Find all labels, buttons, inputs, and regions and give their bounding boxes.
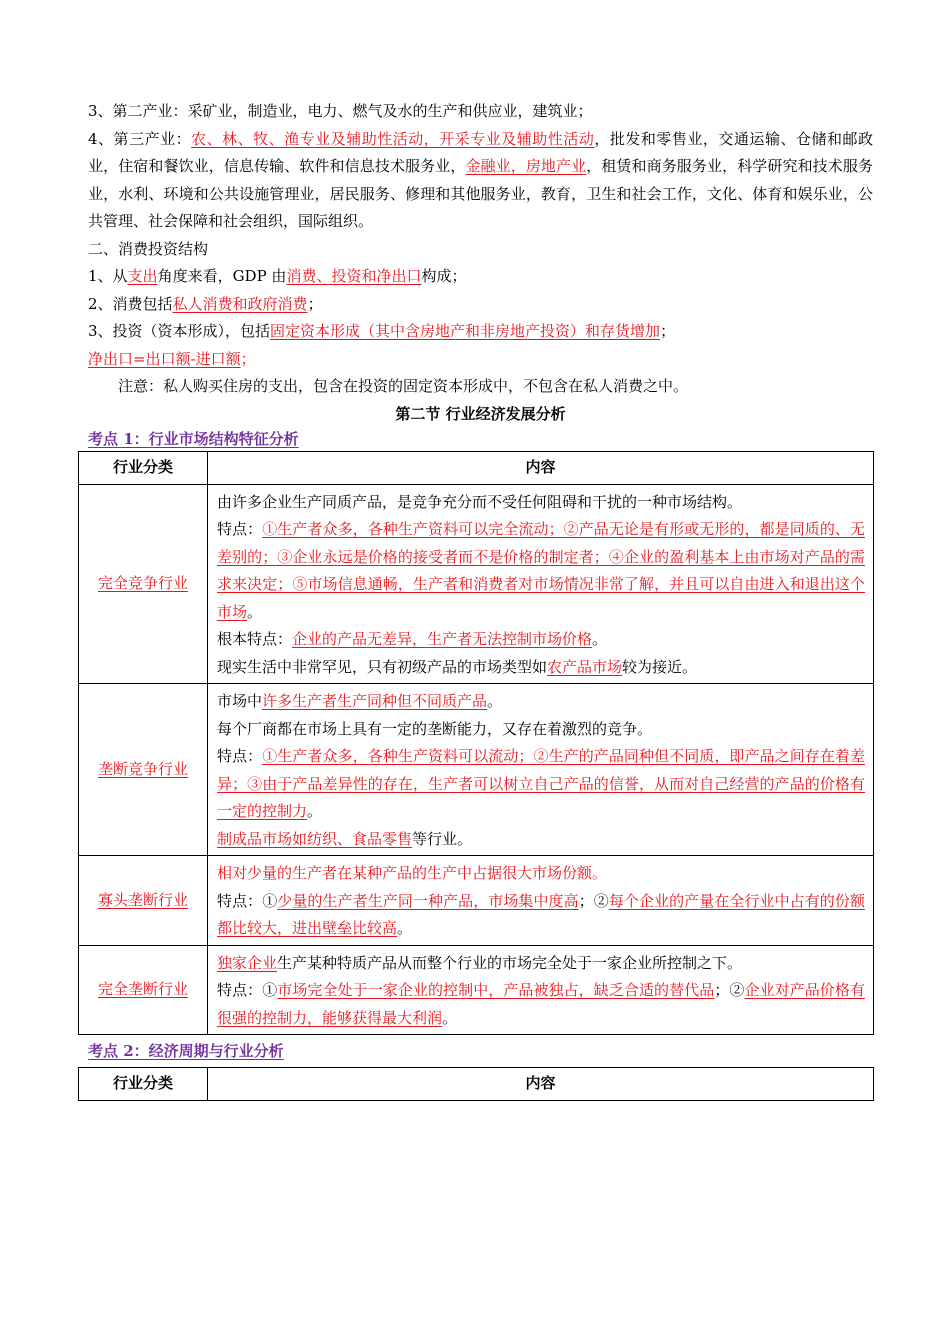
category-cell: 完全垄断行业 [79,945,208,1035]
table-row [79,945,874,1035]
table-row [79,856,874,946]
category-cell: 完全竞争行业 [79,484,208,684]
column-header-content: 内容 [208,1068,874,1101]
highlight-text: 固定资本形成（其中含房地产和非房地产投资）和存货增加 [270,322,661,340]
tertiary-industry-paragraph: 4、第三产业：农、林、牧、渔专业及辅助性活动，开采专业及辅助性活动，批发和零售业，交通运输、仓储和邮政业，住宿和餐饮业，信息传输、软件和信息技术服务业，金融业，房地产业，租赁和商务服务业，科学研究和技术服务业，水利、环境和公共设施管理业，居民服务、修理和其他服务业，教育，卫生和社会工作，文化、体育和娱乐业，公共管理、社会保障和社会组织，国际组织。 [88,129,873,230]
document-page [88,98,873,1101]
category-cell: 寡头垄断行业 [79,856,208,946]
investment-line: 3、投资（资本形成），包括固定资本形成（其中含房地产和非房地产投资）和存货增加； [88,322,676,340]
consumption-line: 2、消费包括私人消费和政府消费； [88,294,323,313]
section-title: 第二节 行业经济发展分析 [395,404,566,423]
column-header-content: 内容 [208,451,874,484]
consumption-investment-heading: 二、消费投资结构 [88,239,209,258]
highlight-text: 净出口=出口额-进口额 [88,349,241,368]
column-header-category: 行业分类 [79,451,208,484]
table-header-row [79,451,874,484]
net-export-line: 净出口=出口额-进口额； [88,349,256,368]
category-cell: 垄断竞争行业 [79,684,208,856]
content-cell: 独家企业生产某种特质产品从而整个行业的市场完全处于一家企业所控制之下。 特点：①市场完全处于一家企业的控制中，产品被独占，缺乏合适的替代品；②企业对产品价格有很强的控制力，能够获得最大利润。 [208,945,874,1035]
table-header-row [79,1068,874,1101]
highlight-text: 农、林、牧、渔专业及辅助性活动，开采专业及辅助性活动 [191,129,595,148]
gdp-composition-line: 1、从支出角度来看，GDP 由消费、投资和净出口构成； [88,267,467,285]
secondary-industry-line: 3、第二产业：采矿业，制造业，电力、燃气及水的生产和供应业，建筑业； [88,102,593,120]
note-line: 注意：私人购买住房的支出，包含在投资的固定资本形成中，不包含在私人消费之中。 [118,377,689,395]
kaodian-2-heading: 考点 2：经济周期与行业分析 [88,1042,284,1060]
market-structure-table [78,451,874,1036]
highlight-text: 消费、投资和净出口 [286,267,422,285]
content-cell: 市场中许多生产者生产同种但不同质产品。 每个厂商都在市场上具有一定的垄断能力，又存在着激烈的竞争。 特点：①生产者众多，各种生产资料可以流动；②生产的产品同种但不同质，即产品之间存在着差异；③由于产品差异性的存在，生产者可以树立自己产品的信誉，从而对自己经营的产品的价格有一定的控制力。 制成品市场如纺织、食品零售等行业。 [208,684,874,856]
kaodian-1-heading: 考点 1：行业市场结构特征分析 [88,429,299,448]
column-header-category: 行业分类 [79,1068,208,1101]
content-cell: 相对少量的生产者在某种产品的生产中占据很大市场份额。 特点：①少量的生产者生产同一种产品，市场集中度高；②每个企业的产量在全行业中占有的份额都比较大，进出壁垒比较高。 [208,856,874,946]
highlight-text: 支出 [127,267,158,285]
highlight-text: 私人消费和政府消费 [172,294,308,313]
highlight-text: 金融业，房地产业 [465,157,587,175]
content-cell: 由许多企业生产同质产品，是竞争充分而不受任何阻碍和干扰的一种市场结构。 特点：①生产者众多，各种生产资料可以完全流动；②产品无论是有形或无形的，都是同质的、无差别的；③企业永远是价格的接受者而不是价格的制定者；④企业的盈利基本上由市场对产品的需求来决定；⑤市场信息通畅，生产者和消费者对市场情况非常了解，并且可以自由进入和退出这个市场。 根本特点：企业的产品无差异，生产者无法控制市场价格。 现实生活中非常罕见，只有初级产品的市场类型如农产品市场较为接近。 [208,484,874,684]
table-row [79,684,874,856]
economic-cycle-table [78,1067,874,1101]
table-row [79,484,874,684]
